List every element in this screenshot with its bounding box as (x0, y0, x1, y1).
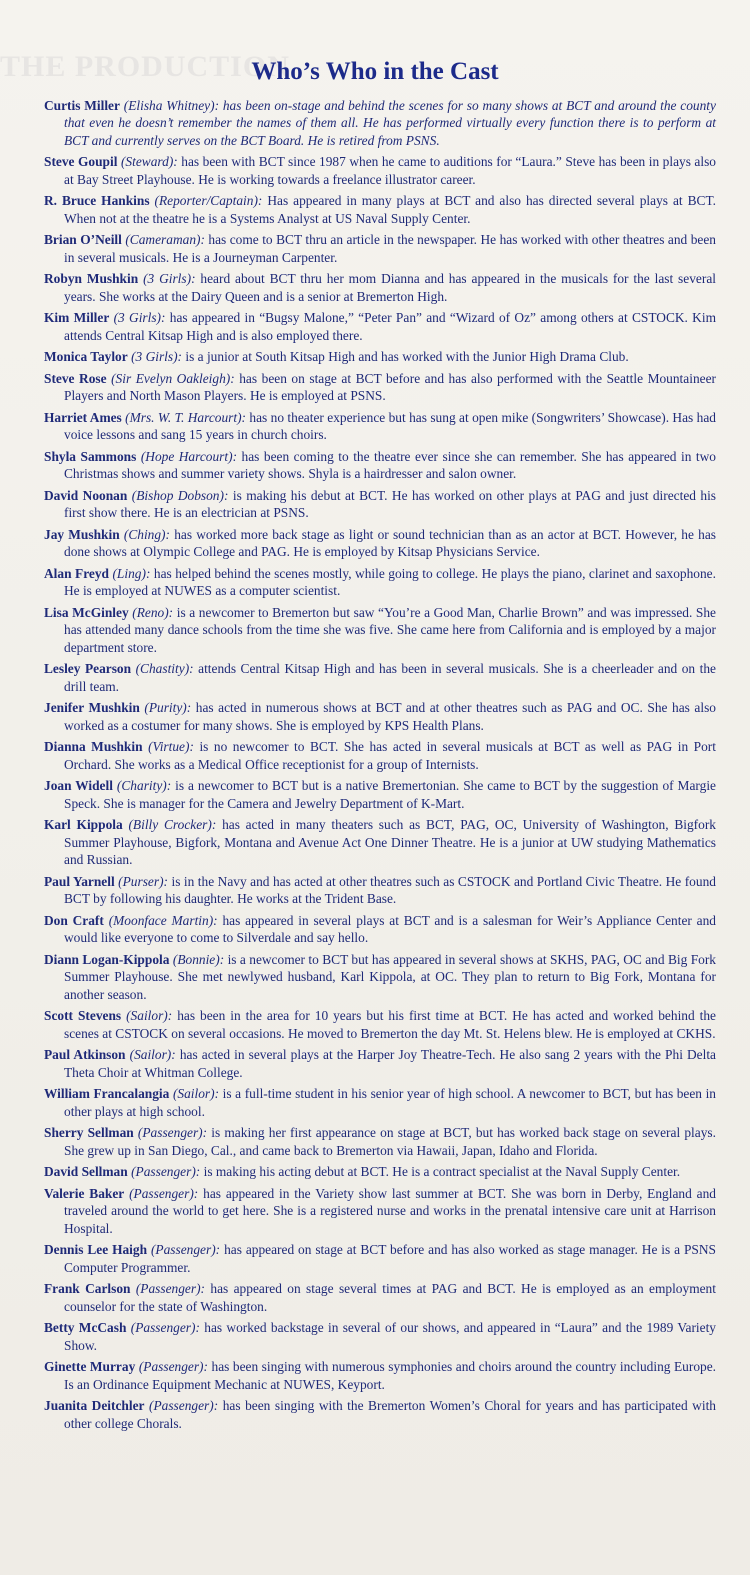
cast-entry (44, 153, 716, 188)
cast-entry (44, 1185, 716, 1237)
cast-member-name: Curtis Miller (44, 98, 120, 113)
cast-entry (44, 409, 716, 444)
cast-member-name: Valerie Baker (44, 1185, 125, 1201)
cast-member-bio: attends Central Kitsap High and has been in several musicals. She is a cheerleader and on the drill team. (64, 661, 716, 694)
cast-member-bio: is a junior at South Kitsap High and has worked with the Junior High Drama Club. (185, 349, 629, 365)
cast-member-bio: has been coming to the theatre ever since she can remember. She has appeared in two Christmas shows and summer variety shows. Shyla is a hairdresser and salon owner. (64, 449, 716, 482)
cast-member-name: David Noonan (44, 488, 128, 503)
cast-member-name: Brian O’Neill (44, 232, 122, 248)
cast-member-name: Monica Taylor (44, 349, 128, 365)
cast-member-bio: has been on-stage and behind the scenes for so many shows at BCT and around the county that even he doesn’t remember the names of them all. He has performed virtually every function there is to perform at BCT and currently serves on the BCT Board. He is retired from PSNS. (64, 98, 716, 148)
cast-entry (44, 777, 716, 812)
cast-member-name: Jenifer Mushkin (44, 700, 140, 716)
cast-member-bio: has been singing with the Bremerton Women’s Choral for years and has participated with other college Chorals. (64, 1398, 716, 1431)
cast-member-name: Juanita Deitchler (44, 1398, 145, 1414)
cast-entry (44, 1085, 716, 1120)
cast-entry (44, 1280, 716, 1315)
cast-member-bio: is a newcomer to Bremerton but saw “You’re a Good Man, Charlie Brown” and was impressed. She has attended many dance schools from the time she was five. She came here from California and is employed by a major department store. (64, 605, 716, 655)
cast-member-name: Lisa McGinley (44, 605, 129, 620)
cast-member-bio: Has appeared in many plays at BCT and also has directed several plays at BCT. When not at the theatre he is a Systems Analyst at US Naval Supply Center. (64, 193, 716, 226)
cast-member-role: (Passenger): (138, 1359, 208, 1375)
cast-entry (44, 270, 716, 305)
cast-member-role: (Cameraman): (125, 232, 205, 248)
cast-member-role: (3 Girls): (113, 310, 166, 326)
cast-entry (44, 912, 716, 947)
cast-member-name: Diann Logan-Kippola (44, 951, 170, 967)
cast-entry (44, 660, 716, 695)
cast-entry (44, 1319, 716, 1354)
cast-member-role: (Moonface Martin): (108, 912, 218, 928)
cast-entry (44, 565, 716, 600)
cast-member-role: (Purser): (118, 873, 169, 889)
cast-entry (44, 1241, 716, 1276)
cast-member-role: (Ling): (112, 566, 151, 581)
cast-member-bio: has been in the area for 10 years but his first time at BCT. He has acted and worked behind the scenes at CSTOCK on several occasions. He moved to Bremerton the day Mt. St. Helens blew. He is employed at CKHS. (64, 1008, 717, 1041)
cast-member-name: Kim Miller (44, 310, 110, 326)
cast-member-bio: has no theater experience but has sung at open mike (Songwriters’ Showcase). Has had voice lessons and sang 15 years in church choirs. (64, 410, 716, 443)
page-title: Who’s Who in the Cast (251, 58, 499, 85)
cast-member-role: (Passenger): (137, 1125, 208, 1141)
cast-entry (44, 816, 716, 868)
cast-member-bio: has acted in several plays at the Harper Joy Theatre-Tech. He also sang 2 years with the Phi Delta Theta Choir at Whitman College. (64, 1047, 717, 1080)
cast-member-name: Scott Stevens (44, 1008, 122, 1024)
cast-member-role: (Sailor): (126, 1008, 173, 1024)
cast-member-bio: heard about BCT thru her mom Dianna and has appeared in the musicals for the last several years. She works at the Dairy Queen and is a senior at Bremerton High. (64, 271, 716, 304)
cast-member-role: (Chastity): (135, 661, 194, 677)
cast-member-role: (Elisha Whitney): (123, 98, 220, 113)
cast-entry (44, 1007, 716, 1042)
cast-member-name: David Sellman (44, 1164, 128, 1180)
cast-member-name: Jay Mushkin (44, 527, 120, 542)
cast-entry (44, 97, 716, 149)
cast-member-role: (Bonnie): (172, 951, 225, 967)
cast-member-role: (Passenger): (131, 1164, 201, 1180)
cast-member-role: (Passenger): (129, 1185, 199, 1201)
cast-member-name: Robyn Mushkin (44, 271, 139, 287)
cast-member-bio: has been on stage at BCT before and has also performed with the Seattle Mountaineer Players and North Mason Players. He is employed at PSNS. (64, 371, 716, 404)
cast-entry (44, 873, 716, 908)
cast-member-role: (Passenger): (135, 1281, 206, 1297)
cast-member-bio: has appeared in the Variety show last summer at BCT. She was born in Derby, England and traveled around the world to get here. She is a registered nurse and works in the prenatal intensive care unit at Harrison Hospital. (64, 1185, 716, 1236)
cast-member-name: Ginette Murray (44, 1359, 136, 1375)
cast-entry (44, 604, 716, 656)
cast-entry (44, 370, 716, 405)
cast-member-bio: has been singing with numerous symphonies and choirs around the country including Europe. Is an Ordinance Equipment Mechanic at NUWES, Keyport. (64, 1359, 716, 1392)
cast-member-name: Harriet Ames (44, 410, 122, 425)
cast-entry (44, 1163, 716, 1180)
cast-member-name: Lesley Pearson (44, 661, 132, 677)
cast-entry (44, 699, 716, 734)
cast-member-bio: is making his acting debut at BCT. He is a contract specialist at the Naval Supply Center. (203, 1164, 681, 1180)
cast-member-name: Frank Carlson (44, 1281, 131, 1297)
cast-member-bio: has worked backstage in several of our shows, and appeared in “Laura” and the 1989 Variety Show. (64, 1320, 716, 1353)
cast-member-role: (Steward): (120, 154, 178, 170)
cast-member-name: Joan Widell (44, 778, 113, 794)
cast-member-bio: is a newcomer to BCT but is a native Bremertonian. She came to BCT by the suggestion of Margie Speck. She is manager for the Camera and Jewelry Department of K-Mart. (64, 778, 716, 811)
cast-member-role: (3 Girls): (131, 349, 183, 365)
cast-member-bio: has helped behind the scenes mostly, while going to college. He plays the piano, clarinet and saxophone. He is employed at NUWES as a computer scientist. (64, 566, 716, 599)
cast-entry (44, 1358, 716, 1393)
cast-member-bio: has worked more back stage as light or sound technician than as an actor at BCT. However, he has done shows at Olympic College and PAG. He is employed by Kitsap Physicians Service. (64, 527, 716, 560)
cast-member-bio: has appeared on stage at BCT before and has also worked as stage manager. He is a PSNS Computer Programmer. (64, 1242, 716, 1275)
cast-member-bio: is a newcomer to BCT but has appeared in several shows at SKHS, PAG, OC and Big Fork Summer Playhouse. She met newlywed husband, Karl Kippola, at OC. They plan to return to Big Fork, Montana for another season. (64, 951, 716, 1002)
cast-member-bio: has acted in numerous shows at BCT and at other theatres such as PAG and OC. She has also worked as a costumer for many shows. She is employed by KPS Health Plans. (64, 700, 716, 733)
cast-member-role: (Sailor): (172, 1086, 220, 1102)
cast-member-bio: is making her first appearance on stage at BCT, but has worked back stage on several plays. She grew up in San Diego, Cal., and came back to Bremerton via Hawaii, Japan, Idaho and Florida. (64, 1125, 716, 1158)
cast-member-role: (Billy Crocker): (128, 817, 217, 833)
bleed-through-heading: THE PRODUCTION (0, 50, 290, 83)
cast-entry (44, 951, 716, 1003)
cast-member-role: (Sailor): (129, 1047, 176, 1063)
cast-member-role: (Passenger): (149, 1398, 219, 1414)
cast-entry (44, 487, 716, 522)
cast-member-bio: has appeared in several plays at BCT and is a salesman for Weir’s Appliance Center and would like everyone to come to Silverdale and say hello. (64, 912, 717, 946)
cast-member-name: R. Bruce Hankins (44, 193, 150, 209)
cast-member-role: (Passenger): (130, 1320, 200, 1336)
cast-member-role: (Reporter/Captain): (154, 193, 263, 209)
cast-member-bio: has come to BCT thru an article in the newspaper. He has worked with other theatres and been in several musicals. He is a Journeyman Carpenter. (64, 232, 716, 265)
cast-member-bio: is in the Navy and has acted at other theatres such as CSTOCK and Portland Civic Theatre. He found BCT by following his daughter. He works at the Trident Base. (64, 873, 716, 907)
cast-list (44, 97, 716, 1436)
cast-member-name: Sherry Sellman (44, 1125, 134, 1141)
cast-entry (44, 738, 716, 773)
cast-member-bio: has appeared in “Bugsy Malone,” “Peter Pan” and “Wizard of Oz” among others at CSTOCK. Kim attends Central Kitsap High and is also employed there. (64, 310, 716, 343)
cast-member-role: (Virtue): (148, 739, 194, 755)
cast-member-name: Shyla Sammons (44, 449, 137, 464)
cast-member-role: (3 Girls): (143, 271, 196, 287)
cast-member-name: Paul Yarnell (44, 873, 115, 889)
cast-entry (44, 1046, 716, 1081)
cast-member-role: (Sir Evelyn Oakleigh): (111, 371, 235, 386)
cast-entry (44, 348, 716, 365)
cast-member-bio: has appeared on stage several times at PAG and BCT. He is employed as an employment counselor for the state of Washington. (64, 1281, 716, 1314)
cast-member-name: Dianna Mushkin (44, 739, 143, 755)
cast-member-bio: is making his debut at BCT. He has worked on other plays at PAG and just directed his first show there. He is an electrician at PSNS. (64, 488, 717, 521)
cast-member-role: (Bishop Dobson): (131, 488, 229, 503)
cast-member-role: (Charity): (116, 778, 172, 794)
cast-member-role: (Reno): (132, 605, 174, 620)
cast-entry (44, 1397, 716, 1432)
cast-member-bio: has acted in many theaters such as BCT, PAG, OC, University of Washington, Bigfork Summer Playhouse, Bigfork, Montana and Avenue Act One Dinner Theatre. He is a junior at UW studying Mathematics and Russian. (64, 817, 716, 868)
cast-member-bio: has been with BCT since 1987 when he came to auditions for “Laura.” Steve has been in plays also at Bay Street Playhouse. He is working towards a freelance illustrator career. (64, 154, 716, 187)
cast-member-name: Steve Goupil (44, 154, 118, 170)
cast-member-name: Betty McCash (44, 1320, 127, 1336)
cast-entry (44, 309, 716, 344)
cast-member-role: (Purity): (144, 700, 192, 716)
cast-member-name: Dennis Lee Haigh (44, 1242, 148, 1258)
cast-member-name: Alan Freyd (44, 566, 109, 581)
cast-member-name: Paul Atkinson (44, 1047, 126, 1063)
cast-member-name: Karl Kippola (44, 817, 123, 833)
cast-member-role: (Ching): (123, 527, 170, 542)
cast-member-name: William Francalangia (44, 1086, 170, 1102)
cast-member-name: Don Craft (44, 912, 104, 928)
cast-entry (44, 192, 716, 227)
cast-entry (44, 1124, 716, 1159)
cast-member-role: (Mrs. W. T. Harcourt): (125, 410, 247, 425)
cast-member-role: (Hope Harcourt): (140, 449, 238, 464)
cast-member-bio: is a full-time student in his senior year of high school. A newcomer to BCT, but has been in other plays at high school. (64, 1086, 717, 1119)
cast-entry (44, 231, 716, 266)
cast-member-name: Steve Rose (44, 371, 107, 386)
cast-entry (44, 448, 716, 483)
cast-member-bio: is no newcomer to BCT. She has acted in several musicals at BCT as well as PAG in Port Orchard. She works as a Medical Office receptionist for a group of Internists. (64, 739, 716, 772)
cast-member-role: (Passenger): (150, 1242, 221, 1258)
cast-entry (44, 526, 716, 561)
